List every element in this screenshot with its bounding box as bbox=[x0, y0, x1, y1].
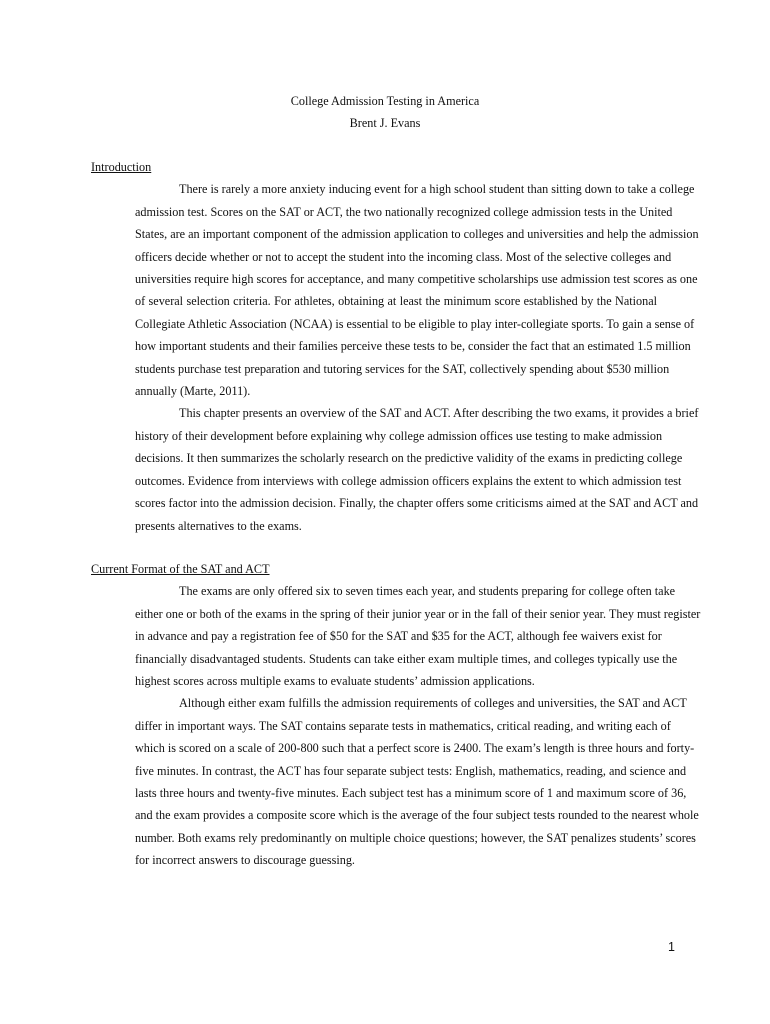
text-line: This chapter presents an overview of the SAT and ACT. After describing the two exams, it provides a brief bbox=[179, 406, 699, 421]
text-line: students purchase test preparation and tutoring services for the SAT, collectively spending about $530 million bbox=[135, 361, 670, 376]
text-line: financially disadvantaged students. Students can take either exam multiple times, and colleges typically use the bbox=[135, 651, 678, 666]
section-heading: Introduction bbox=[91, 160, 152, 174]
text-line: either one or both of the exams in the spring of their junior year or in the fall of their senior year. They must register bbox=[135, 606, 701, 621]
text-line: presents alternatives to the exams. bbox=[135, 518, 302, 533]
text-line: and the exam provides a composite score which is the average of the four subject tests rounded to the nearest whole bbox=[135, 808, 699, 823]
text-line: highest scores across multiple exams to evaluate students’ admission applications. bbox=[135, 674, 535, 689]
text-line: The exams are only offered six to seven times each year, and students preparing for college often take bbox=[179, 584, 676, 599]
paragraph bbox=[91, 580, 701, 692]
text-line: outcomes. Evidence from interviews with college admission officers explains the extent to which admission test bbox=[135, 473, 682, 488]
section-current-format bbox=[91, 558, 701, 872]
text-line: States, are an important component of the admission application to colleges and universities and help the admission bbox=[135, 227, 699, 242]
text-line: officers decide whether or not to accept the student into the incoming class. Most of the selective colleges and bbox=[135, 249, 672, 264]
text-line: admission test. Scores on the SAT or ACT, the two nationally recognized college admission tests in the United bbox=[135, 204, 673, 219]
paragraph bbox=[91, 402, 699, 536]
text-line: for incorrect answers to discourage guessing. bbox=[135, 853, 355, 868]
text-line: lasts three hours and twenty-five minutes. Each subject test has a minimum score of 1 and maximum score of 36, bbox=[135, 786, 687, 801]
text-line: Collegiate Athletic Association (NCAA) is essential to be eligible to play inter-collegiate sports. To gain a sense of bbox=[135, 316, 695, 331]
text-line: annually (Marte, 2011). bbox=[135, 384, 251, 399]
text-line: There is rarely a more anxiety inducing event for a high school student than sitting down to take a college bbox=[179, 182, 695, 197]
text-line: how important students and their families perceive these tests to be, consider the fact that an estimated 1.5 million bbox=[135, 339, 691, 354]
text-line: decisions. It then summarizes the scholarly research on the predictive validity of the exams in predicting college bbox=[135, 451, 683, 466]
section-heading: Current Format of the SAT and ACT bbox=[91, 562, 270, 576]
text-line: five minutes. In contrast, the ACT has four separate subject tests: English, mathematics, reading, and science and bbox=[135, 763, 687, 778]
text-line: Although either exam fulfills the admission requirements of colleges and universities, the SAT and ACT bbox=[179, 696, 687, 711]
text-line: differ in important ways. The SAT contains separate tests in mathematics, critical reading, and writing each of bbox=[135, 718, 671, 733]
text-line: universities require high scores for acceptance, and many competitive scholarships use admission test scores as one bbox=[135, 272, 698, 287]
text-line: of several selection criteria. For athletes, obtaining at least the minimum score established by the National bbox=[135, 294, 657, 309]
paragraph bbox=[91, 178, 699, 402]
section-introduction bbox=[91, 156, 699, 537]
text-line: in advance and pay a registration fee of $50 for the SAT and $35 for the ACT, although fee waivers exist for bbox=[135, 629, 662, 644]
document-title: College Admission Testing in America bbox=[290, 94, 480, 108]
page-number: 1 bbox=[668, 940, 675, 954]
text-line: scores factor into the admission decision. Finally, the chapter offers some criticisms aimed at the SAT and ACT and bbox=[135, 496, 699, 511]
document-author: Brent J. Evans bbox=[349, 116, 421, 130]
text-line: number. Both exams rely predominantly on multiple choice questions; however, the SAT penalizes students’ scores bbox=[135, 830, 696, 845]
text-line: which is scored on a scale of 200-800 such that a perfect score is 2400. The exam’s length is three hours and forty- bbox=[135, 741, 695, 756]
paragraph bbox=[91, 692, 699, 871]
text-line: history of their development before explaining why college admission offices use testing to make admission bbox=[135, 428, 663, 443]
